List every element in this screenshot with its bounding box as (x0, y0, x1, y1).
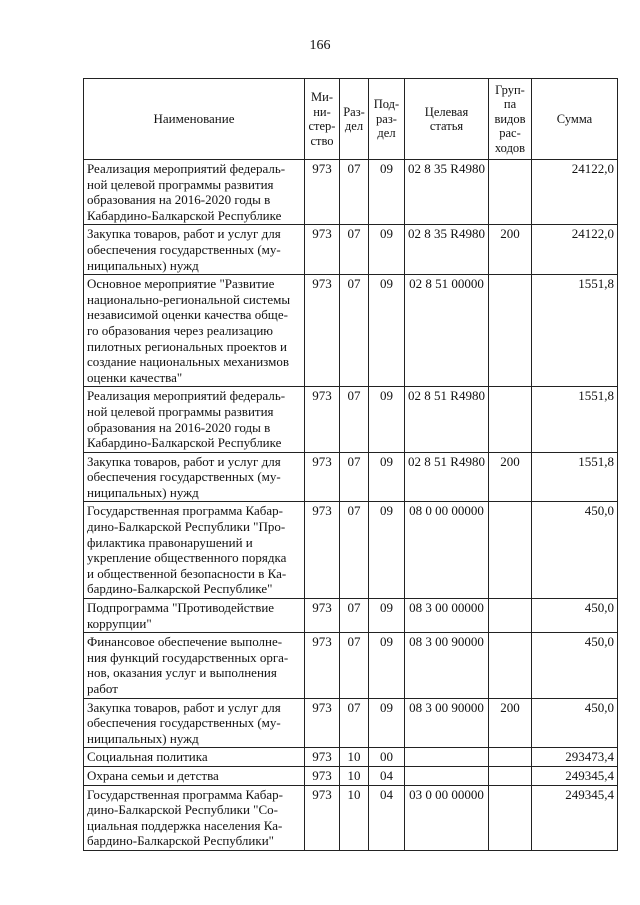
cell-section: 07 (340, 502, 369, 599)
table-row (84, 160, 618, 225)
column-header-sum (532, 79, 618, 160)
header-label: Наименование (153, 110, 235, 126)
cell-subsection: 09 (369, 502, 405, 599)
cell-target: 02 8 35 R4980 (405, 160, 489, 225)
cell-sum: 450,0 (532, 698, 618, 748)
cell-sum: 1551,8 (532, 387, 618, 452)
cell-target: 03 0 00 00000 (405, 785, 489, 850)
cell-target: 08 3 00 90000 (405, 633, 489, 698)
cell-sum: 24122,0 (532, 225, 618, 275)
header-label: Ми- ни- стер- ство (308, 90, 336, 148)
cell-section: 07 (340, 160, 369, 225)
table-row (84, 633, 618, 698)
cell-section: 07 (340, 387, 369, 452)
cell-name: Государственная программа Кабар- дино-Балкарской Республики "Со- циальная поддержка населения Ка- бардино-Балкарской Республики" (84, 785, 305, 850)
cell-subsection: 04 (369, 766, 405, 785)
table-header-row (84, 79, 618, 160)
cell-ministry: 973 (305, 748, 340, 767)
cell-name: Государственная программа Кабар- дино-Балкарской Республики "Про- филактика правонарушений и укрепление общественного порядка и общественной безопасности в Ка- бардино-Балкарской Республике" (84, 502, 305, 599)
table-row (84, 748, 618, 767)
header-label: Груп- па видов рас- ходов (494, 82, 526, 155)
header-label: Раз- дел (343, 104, 365, 133)
header-label: Сумма (556, 111, 593, 126)
table-row (84, 766, 618, 785)
cell-group (489, 633, 532, 698)
column-header-section (340, 79, 369, 160)
cell-subsection: 04 (369, 785, 405, 850)
cell-subsection: 09 (369, 633, 405, 698)
table-row (84, 387, 618, 452)
cell-section: 07 (340, 275, 369, 387)
table-row (84, 225, 618, 275)
cell-target: 02 8 51 R4980 (405, 387, 489, 452)
cell-target: 08 0 00 00000 (405, 502, 489, 599)
cell-target (405, 748, 489, 767)
cell-ministry: 973 (305, 452, 340, 502)
cell-section: 10 (340, 785, 369, 850)
cell-group (489, 502, 532, 599)
cell-subsection: 09 (369, 387, 405, 452)
cell-sum: 450,0 (532, 633, 618, 698)
cell-target: 02 8 35 R4980 (405, 225, 489, 275)
cell-group (489, 275, 532, 387)
cell-name: Закупка товаров, работ и услуг для обеспечения государственных (му- ниципальных) нужд (84, 452, 305, 502)
cell-group: 200 (489, 698, 532, 748)
cell-group (489, 748, 532, 767)
table-row (84, 502, 618, 599)
cell-section: 07 (340, 698, 369, 748)
column-header-group (489, 79, 532, 160)
cell-group: 200 (489, 225, 532, 275)
table-body (84, 160, 618, 851)
cell-name: Социальная политика (84, 748, 305, 767)
cell-sum: 249345,4 (532, 766, 618, 785)
cell-subsection: 09 (369, 698, 405, 748)
cell-sum: 450,0 (532, 502, 618, 599)
cell-group: 200 (489, 452, 532, 502)
cell-group (489, 160, 532, 225)
column-header-subsection (369, 79, 405, 160)
budget-table (83, 78, 618, 851)
column-header-target (405, 79, 489, 160)
cell-group (489, 785, 532, 850)
cell-ministry: 973 (305, 599, 340, 633)
cell-sum: 1551,8 (532, 452, 618, 502)
page-number: 166 (309, 38, 331, 53)
table-row (84, 452, 618, 502)
cell-target (405, 766, 489, 785)
header-label: Целевая статья (424, 104, 469, 133)
cell-name: Закупка товаров, работ и услуг для обеспечения государственных (му- ниципальных) нужд (84, 225, 305, 275)
cell-name: Финансовое обеспечение выполне- ния функций государственных орга- нов, оказания услуг и выполнения работ (84, 633, 305, 698)
table-row (84, 785, 618, 850)
cell-sum: 1551,8 (532, 275, 618, 387)
table-row (84, 698, 618, 748)
cell-sum: 450,0 (532, 599, 618, 633)
cell-subsection: 09 (369, 599, 405, 633)
header-label: Под- раз- дел (373, 97, 400, 141)
cell-target: 02 8 51 R4980 (405, 452, 489, 502)
cell-ministry: 973 (305, 275, 340, 387)
cell-subsection: 09 (369, 160, 405, 225)
cell-subsection: 09 (369, 452, 405, 502)
cell-ministry: 973 (305, 225, 340, 275)
cell-ministry: 973 (305, 766, 340, 785)
table-row (84, 599, 618, 633)
cell-section: 07 (340, 452, 369, 502)
cell-section: 07 (340, 633, 369, 698)
cell-section: 10 (340, 766, 369, 785)
cell-section: 07 (340, 225, 369, 275)
cell-group (489, 387, 532, 452)
cell-ministry: 973 (305, 387, 340, 452)
cell-ministry: 973 (305, 698, 340, 748)
cell-name: Охрана семьи и детства (84, 766, 305, 785)
column-header-name (84, 79, 305, 160)
cell-name: Подпрограмма "Противодействие коррупции" (84, 599, 305, 633)
table-row (84, 275, 618, 387)
cell-subsection: 09 (369, 275, 405, 387)
cell-target: 08 3 00 00000 (405, 599, 489, 633)
cell-subsection: 00 (369, 748, 405, 767)
cell-target: 02 8 51 00000 (405, 275, 489, 387)
cell-group (489, 599, 532, 633)
cell-section: 10 (340, 748, 369, 767)
cell-name: Реализация мероприятий федераль- ной целевой программы развития образования на 2016-2020 годы в Кабардино-Балкарской Республике (84, 160, 305, 225)
cell-subsection: 09 (369, 225, 405, 275)
cell-name: Закупка товаров, работ и услуг для обеспечения государственных (му- ниципальных) нужд (84, 698, 305, 748)
cell-ministry: 973 (305, 160, 340, 225)
column-header-ministry (305, 79, 340, 160)
cell-ministry: 973 (305, 785, 340, 850)
cell-sum: 24122,0 (532, 160, 618, 225)
cell-target: 08 3 00 90000 (405, 698, 489, 748)
cell-section: 07 (340, 599, 369, 633)
cell-name: Основное мероприятие "Развитие национально-региональной системы независимой оценки качества обще- го образования через реализацию пилотных региональных проектов и создание национальных механизмов оценки качества" (84, 275, 305, 387)
cell-sum: 293473,4 (532, 748, 618, 767)
cell-ministry: 973 (305, 502, 340, 599)
cell-ministry: 973 (305, 633, 340, 698)
cell-sum: 249345,4 (532, 785, 618, 850)
cell-group (489, 766, 532, 785)
cell-name: Реализация мероприятий федераль- ной целевой программы развития образования на 2016-2020 годы в Кабардино-Балкарской Республике (84, 387, 305, 452)
